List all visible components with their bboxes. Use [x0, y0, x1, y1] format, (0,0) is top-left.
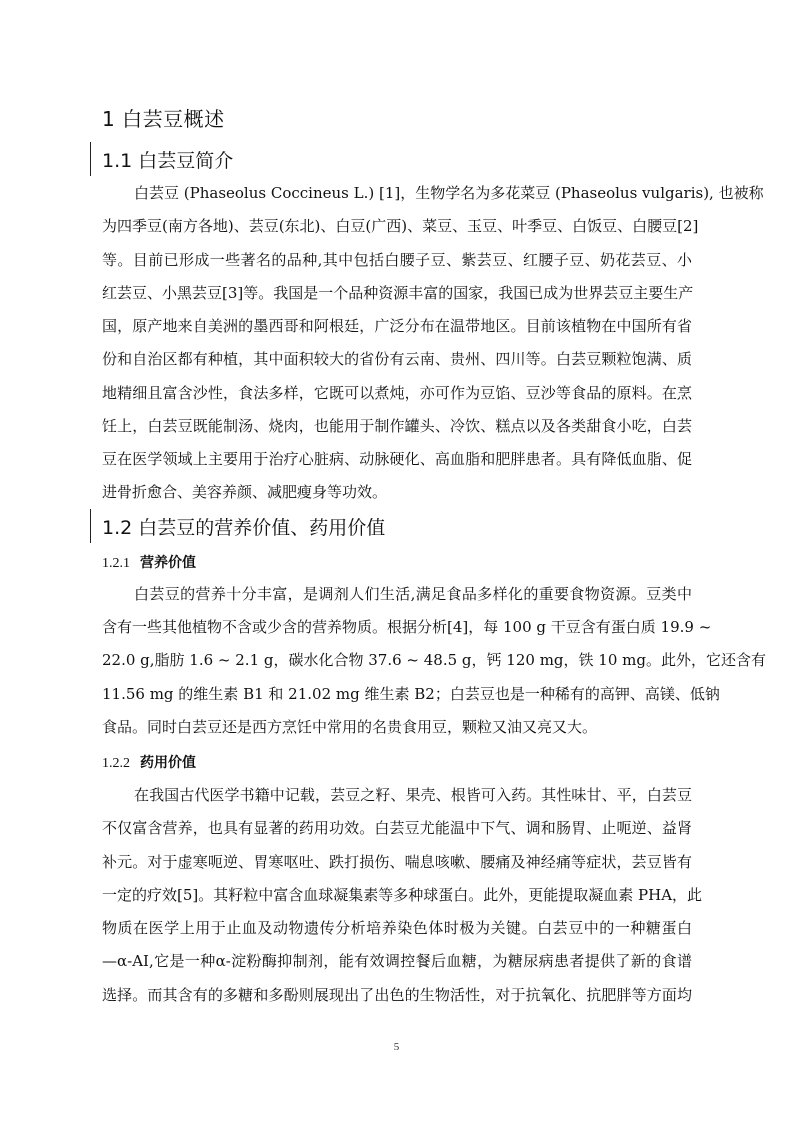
paragraph-line: 白芸豆 (Phaseolus Coccineus L.) [1]，生物学名为多花菜豆 (Phaseolus vulgaris), 也被称 — [134, 184, 764, 202]
paragraph-line: 红芸豆、小黑芸豆[3]等。我国是一个品种资源丰富的国家，我国已成为世界芸豆主要生产 — [102, 284, 694, 302]
paragraph-line: 饪上，白芸豆既能制汤、烧肉，也能用于制作罐头、冷饮、糕点以及各类甜食小吃，白芸 — [102, 417, 692, 435]
subsection-title: 营养价值 — [140, 555, 196, 571]
section-heading-1-2-text: 1.2 白芸豆的营养价值、药用价值 — [102, 517, 386, 539]
paragraph-line: 进骨折愈合、美容养颜、减肥瘦身等功效。 — [102, 483, 388, 501]
heading-marker-bar — [90, 509, 91, 543]
paragraph-line: 为四季豆(南方各地)、芸豆(东北)、白豆(广西)、菜豆、玉豆、叶季豆、白饭豆、白腰豆[2] — [102, 217, 699, 235]
heading-marker-bar — [90, 142, 91, 176]
paragraph-line: 选择。而其含有的多糖和多酚则展现出了出色的生物活性，对于抗氧化、抗肥胖等方面均 — [102, 986, 692, 1004]
section-heading-1-2 — [102, 513, 385, 540]
paragraph-line: 白芸豆的营养十分丰富，是调剂人们生活,满足食品多样化的重要食物资源。豆类中 — [134, 585, 692, 603]
paragraph-line: 食品。同时白芸豆还是西方烹饪中常用的名贵食用豆，颗粒又油又亮又大。 — [102, 718, 598, 736]
subsection-number: 1.2.1 — [102, 556, 130, 571]
subsection-number: 1.2.2 — [102, 756, 130, 771]
section-heading-1-1 — [102, 146, 233, 173]
chapter-heading: 1 白芸豆概述 — [102, 107, 225, 131]
paragraph-line: —α-AI,它是一种α-淀粉酶抑制剂，能有效调控餐后血糖，为糖尿病患者提供了新的食谱 — [102, 952, 692, 970]
paragraph-line: 不仅富含营养，也具有显著的药用功效。白芸豆尤能温中下气、调和肠胃、止呃逆、益肾 — [102, 819, 692, 837]
subsection-title: 药用价值 — [140, 755, 196, 771]
paragraph-line: 份和自治区都有种植，其中面积较大的省份有云南、贵州、四川等。白芸豆颗粒饱满、质 — [102, 350, 692, 368]
paragraph-line: 在我国古代医学书籍中记载，芸豆之籽、果壳、根皆可入药。其性味甘、平，白芸豆 — [134, 786, 692, 804]
paragraph-line: 补元。对于虚寒呃逆、胃寒呕吐、跌打损伤、喘息咳嗽、腰痛及神经痛等症状，芸豆皆有 — [102, 853, 692, 871]
subsection-heading-1-2-2 — [102, 752, 196, 772]
subsection-heading-1-2-1 — [102, 552, 196, 572]
paragraph-line: 国，原产地来自美洲的墨西哥和阿根廷，广泛分布在温带地区。目前该植物在中国所有省 — [102, 317, 692, 335]
paragraph-line: 22.0 g,脂肪 1.6 ~ 2.1 g，碳水化合物 37.6 ~ 48.5 g，钙 120 mg，铁 10 mg。此外，它还含有 — [102, 651, 766, 669]
page-number: 5 — [393, 1041, 400, 1053]
paragraph-line: 含有一些其他植物不含或少含的营养物质。根据分析[4]，每 100 g 干豆含有蛋白质 19.9 ~ — [102, 618, 712, 636]
paragraph-line: 11.56 mg 的维生素 B1 和 21.02 mg 维生素 B2；白芸豆也是一种稀有的高钾、高镁、低钠 — [102, 685, 720, 703]
section-heading-1-1-text: 1.1 白芸豆简介 — [102, 150, 234, 172]
paragraph-line: 一定的疗效[5]。其籽粒中富含血球凝集素等多种球蛋白。此外，更能提取凝血素 PHA，此 — [102, 886, 703, 904]
paragraph-line: 物质在医学上用于止血及动物遗传分析培养染色体时极为关键。白芸豆中的一种糖蛋白 — [102, 919, 692, 937]
paragraph-line: 豆在医学领域上主要用于治疗心脏病、动脉硬化、高血脂和肥胖患者。具有降低血脂、促 — [102, 450, 692, 468]
paragraph-line: 等。目前已形成一些著名的品种,其中包括白腰子豆、紫芸豆、红腰子豆、奶花芸豆、小 — [102, 251, 692, 269]
paragraph-line: 地精细且富含沙性，食法多样，它既可以煮炖，亦可作为豆馅、豆沙等食品的原料。在烹 — [102, 384, 692, 402]
